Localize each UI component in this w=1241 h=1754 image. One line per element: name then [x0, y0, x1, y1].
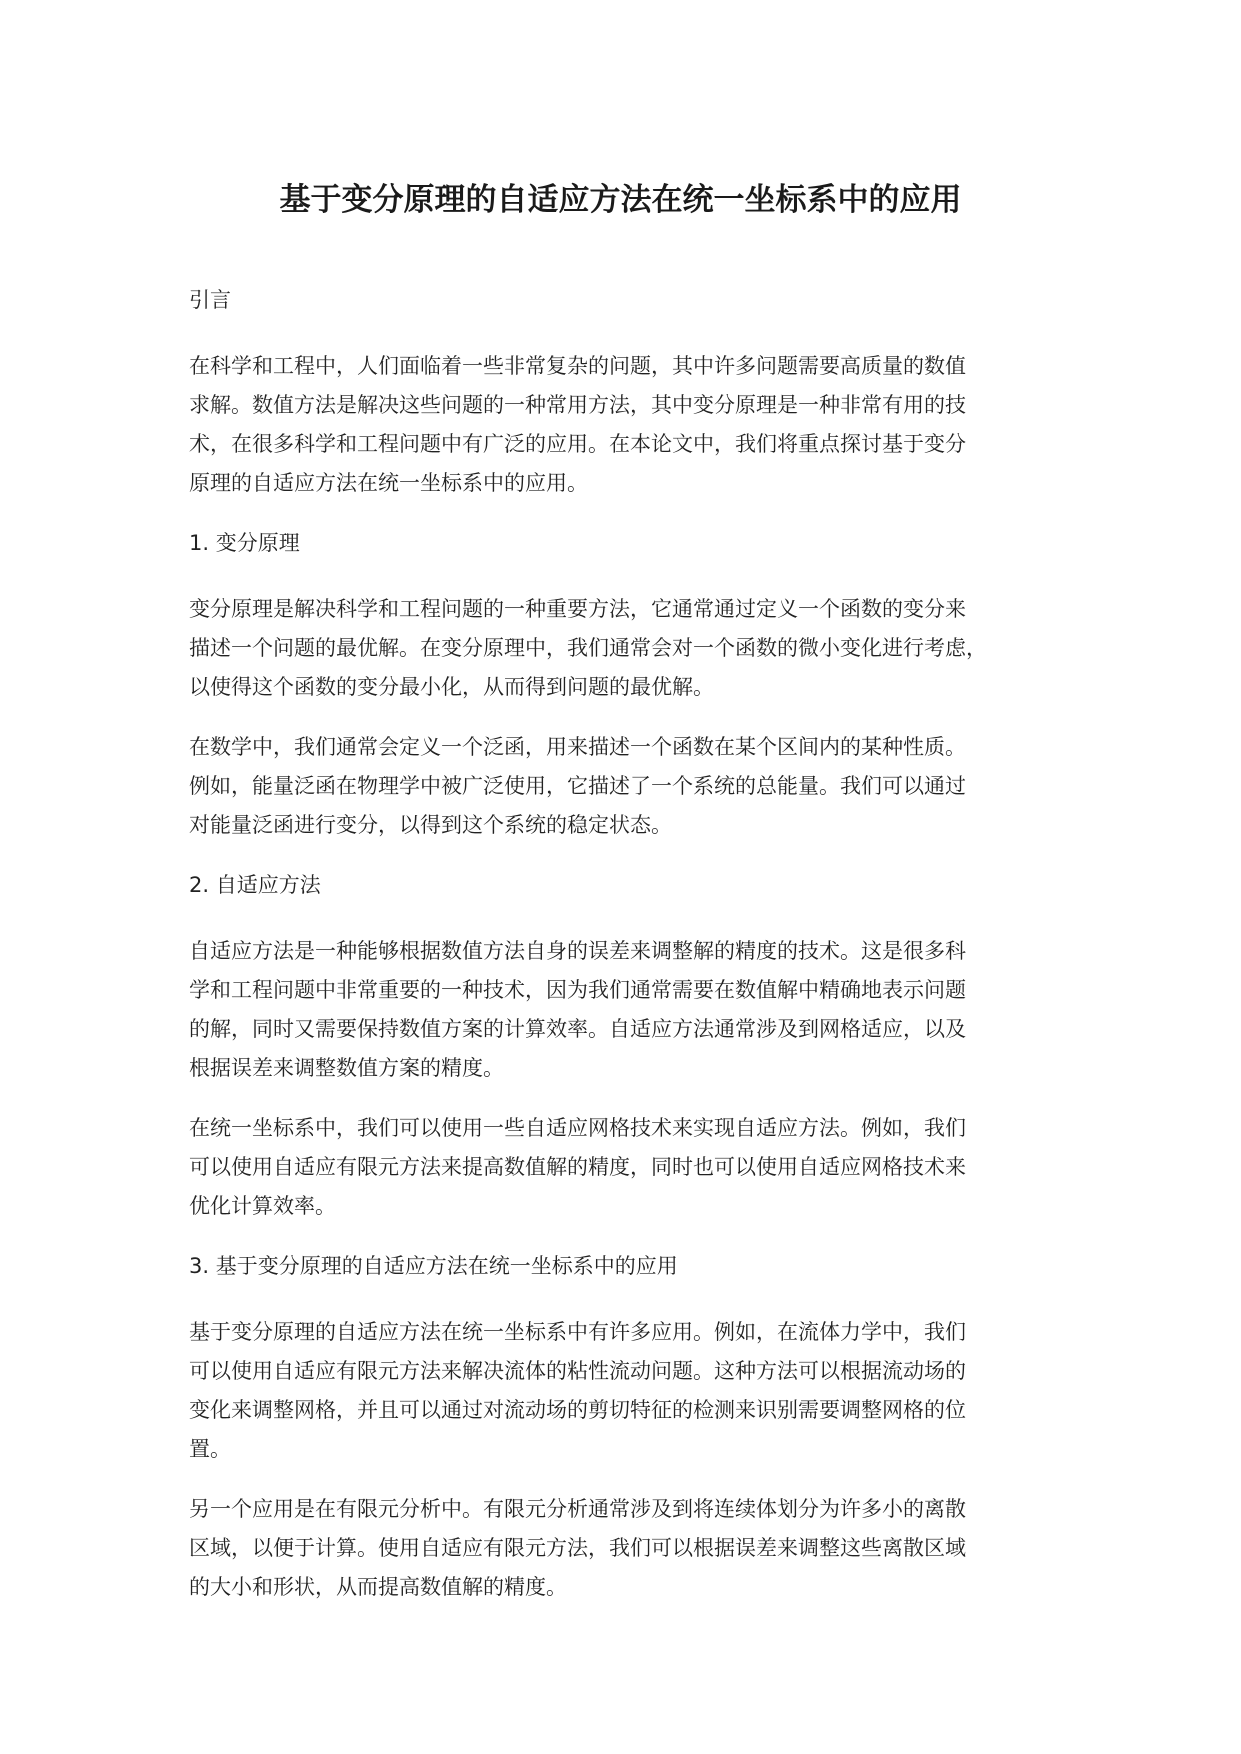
paragraph [189, 728, 1069, 845]
paragraph-line: 对能量泛函进行变分，以得到这个系统的稳定状态。 [189, 813, 672, 837]
paragraph [189, 1313, 1069, 1469]
paragraph-line: 优化计算效率。 [189, 1194, 336, 1218]
paragraph-line: 区域，以便于计算。使用自适应有限元方法，我们可以根据误差来调整这些离散区域 [189, 1536, 966, 1560]
paragraph [189, 1490, 1069, 1607]
paragraph-line: 另一个应用是在有限元分析中。有限元分析通常涉及到将连续体划分为许多小的离散 [189, 1497, 966, 1521]
paragraph [189, 1109, 1069, 1226]
paragraph-line: 求解。数值方法是解决这些问题的一种常用方法，其中变分原理是一种非常有用的技 [189, 393, 966, 417]
paragraph [189, 347, 1069, 503]
paragraph-line: 根据误差来调整数值方案的精度。 [189, 1056, 504, 1080]
paragraph-line: 可以使用自适应有限元方法来提高数值解的精度，同时也可以使用自适应网格技术来 [189, 1155, 966, 1179]
document-body [189, 281, 1069, 1628]
paragraph-line: 的大小和形状，从而提高数值解的精度。 [189, 1575, 567, 1599]
paragraph-line: 自适应方法是一种能够根据数值方法自身的误差来调整解的精度的技术。这是很多科 [189, 939, 966, 963]
paragraph-line: 术，在很多科学和工程问题中有广泛的应用。在本论文中，我们将重点探讨基于变分 [189, 432, 966, 456]
paragraph [189, 590, 1069, 707]
paragraph-line: 以使得这个函数的变分最小化，从而得到问题的最优解。 [189, 675, 714, 699]
paragraph [189, 932, 1069, 1088]
paragraph-line: 例如，能量泛函在物理学中被广泛使用，它描述了一个系统的总能量。我们可以通过 [189, 774, 966, 798]
paragraph-line: 原理的自适应方法在统一坐标系中的应用。 [189, 471, 588, 495]
paragraph-line: 置。 [189, 1437, 231, 1461]
paragraph-line: 在科学和工程中，人们面临着一些非常复杂的问题，其中许多问题需要高质量的数值 [189, 354, 966, 378]
paragraph-line: 描述一个问题的最优解。在变分原理中，我们通常会对一个函数的微小变化进行考虑， [189, 636, 987, 660]
paragraph-line: 可以使用自适应有限元方法来解决流体的粘性流动问题。这种方法可以根据流动场的 [189, 1359, 966, 1383]
paragraph-line: 基于变分原理的自适应方法在统一坐标系中有许多应用。例如，在流体力学中，我们 [189, 1320, 966, 1344]
section-heading: 1. 变分原理 [189, 531, 300, 555]
paragraph-line: 的解，同时又需要保持数值方案的计算效率。自适应方法通常涉及到网格适应，以及 [189, 1017, 966, 1041]
paragraph-line: 在统一坐标系中，我们可以使用一些自适应网格技术来实现自适应方法。例如，我们 [189, 1116, 966, 1140]
section-heading: 2. 自适应方法 [189, 873, 321, 897]
paragraph-line: 在数学中，我们通常会定义一个泛函，用来描述一个函数在某个区间内的某种性质。 [189, 735, 966, 759]
section-heading: 3. 基于变分原理的自适应方法在统一坐标系中的应用 [189, 1254, 678, 1278]
paragraph-line: 变分原理是解决科学和工程问题的一种重要方法，它通常通过定义一个函数的变分来 [189, 597, 966, 621]
section-heading: 引言 [189, 288, 231, 312]
document-title: 基于变分原理的自适应方法在统一坐标系中的应用 [279, 182, 962, 218]
paragraph-line: 学和工程问题中非常重要的一种技术，因为我们通常需要在数值解中精确地表示问题 [189, 978, 966, 1002]
paragraph-line: 变化来调整网格，并且可以通过对流动场的剪切特征的检测来识别需要调整网格的位 [189, 1398, 966, 1422]
